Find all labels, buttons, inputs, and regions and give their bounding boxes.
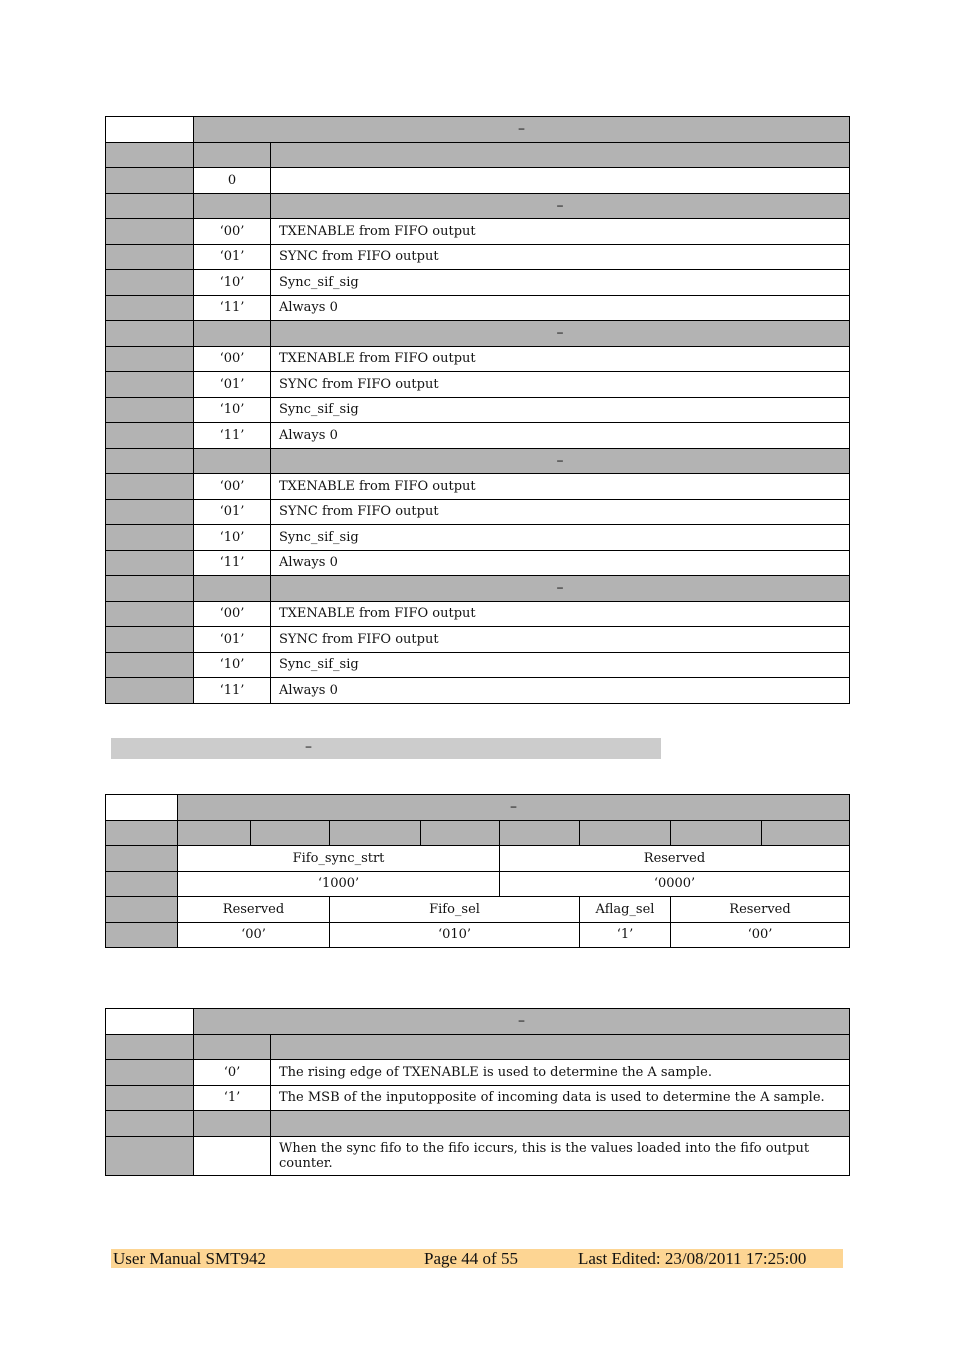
field-name: Reserved [178, 897, 330, 923]
bit-number-row [106, 820, 850, 846]
field-name: Reserved [500, 846, 850, 872]
table-row: ‘11’ Always 0 [106, 423, 850, 449]
group-header-row [106, 321, 850, 347]
section-heading-bar [111, 738, 661, 759]
footer-last-edited: Last Edited: 23/08/2011 17:25:00 [578, 1249, 807, 1268]
group-header-row [106, 193, 850, 219]
table-row: ‘10’ Sync_sif_sig [106, 652, 850, 678]
header-blank-cell [106, 117, 194, 143]
table-row: ‘01’ SYNC from FIFO output [106, 627, 850, 653]
field-default: ‘1’ [580, 922, 671, 948]
table-row [106, 922, 850, 948]
footer-page-number: Page 44 of 55 [424, 1249, 518, 1268]
table-row: ‘00’ TXENABLE from FIFO output [106, 601, 850, 627]
group-title-cell: – [271, 576, 850, 602]
group-title-cell: – [271, 448, 850, 474]
field-value: 0 [194, 168, 271, 194]
register-table-1 [105, 116, 850, 704]
field-name: Fifo_sel [330, 897, 580, 923]
table-header-row [106, 1009, 850, 1035]
field-name: Reserved [671, 897, 850, 923]
field-default: ‘0000’ [500, 871, 850, 897]
table-row: ‘01’ SYNC from FIFO output [106, 372, 850, 398]
field-name: Fifo_sync_strt [178, 846, 500, 872]
register-table-3 [105, 1008, 850, 1176]
table-row [106, 168, 850, 194]
table-row: ‘01’ SYNC from FIFO output [106, 244, 850, 270]
table-row: ‘00’ TXENABLE from FIFO output [106, 474, 850, 500]
table-row: ‘10’ Sync_sif_sig [106, 397, 850, 423]
header-title-cell: – [194, 117, 850, 143]
group-header-row [106, 448, 850, 474]
table-header-row [106, 117, 850, 143]
table-row: ‘10’ Sync_sif_sig [106, 525, 850, 551]
table-row [106, 871, 850, 897]
header-title-cell: – [178, 795, 850, 821]
table-row: ‘11’ Always 0 [106, 550, 850, 576]
field-default: ‘00’ [178, 922, 330, 948]
table-row: ‘11’ Always 0 [106, 295, 850, 321]
table-row [106, 897, 850, 923]
field-name: Aflag_sel [580, 897, 671, 923]
register-bitmap-table [105, 794, 850, 948]
field-default: ‘010’ [330, 922, 580, 948]
table-row: ‘00’ TXENABLE from FIFO output [106, 346, 850, 372]
field-default: ‘00’ [671, 922, 850, 948]
footer-doc-title: User Manual SMT942 [113, 1249, 266, 1268]
table-row: ‘11’ Always 0 [106, 678, 850, 704]
group-title-cell: – [271, 321, 850, 347]
table-subheader-row [106, 1111, 850, 1137]
table-row: ‘1’ The MSB of the inputopposite of incoming data is used to determine the A sample. [106, 1085, 850, 1111]
section-heading-dash: – [305, 739, 312, 755]
table-row: ‘00’ TXENABLE from FIFO output [106, 219, 850, 245]
table-subheader-row [106, 1034, 850, 1060]
table-row: ‘0’ The rising edge of TXENABLE is used to determine the A sample. [106, 1060, 850, 1086]
field-default: ‘1000’ [178, 871, 500, 897]
table-row [106, 1136, 850, 1175]
table-header-row [106, 795, 850, 821]
field-description: When the sync fifo to the fifo iccurs, this is the values loaded into the fifo output counter. [271, 1136, 850, 1175]
table-row: ‘01’ SYNC from FIFO output [106, 499, 850, 525]
group-header-row [106, 576, 850, 602]
header-title-cell: – [194, 1009, 850, 1035]
table-row [106, 846, 850, 872]
group-title-cell: – [271, 193, 850, 219]
page-footer [111, 1249, 843, 1268]
table-row: ‘10’ Sync_sif_sig [106, 270, 850, 296]
table-subheader-row [106, 142, 850, 168]
